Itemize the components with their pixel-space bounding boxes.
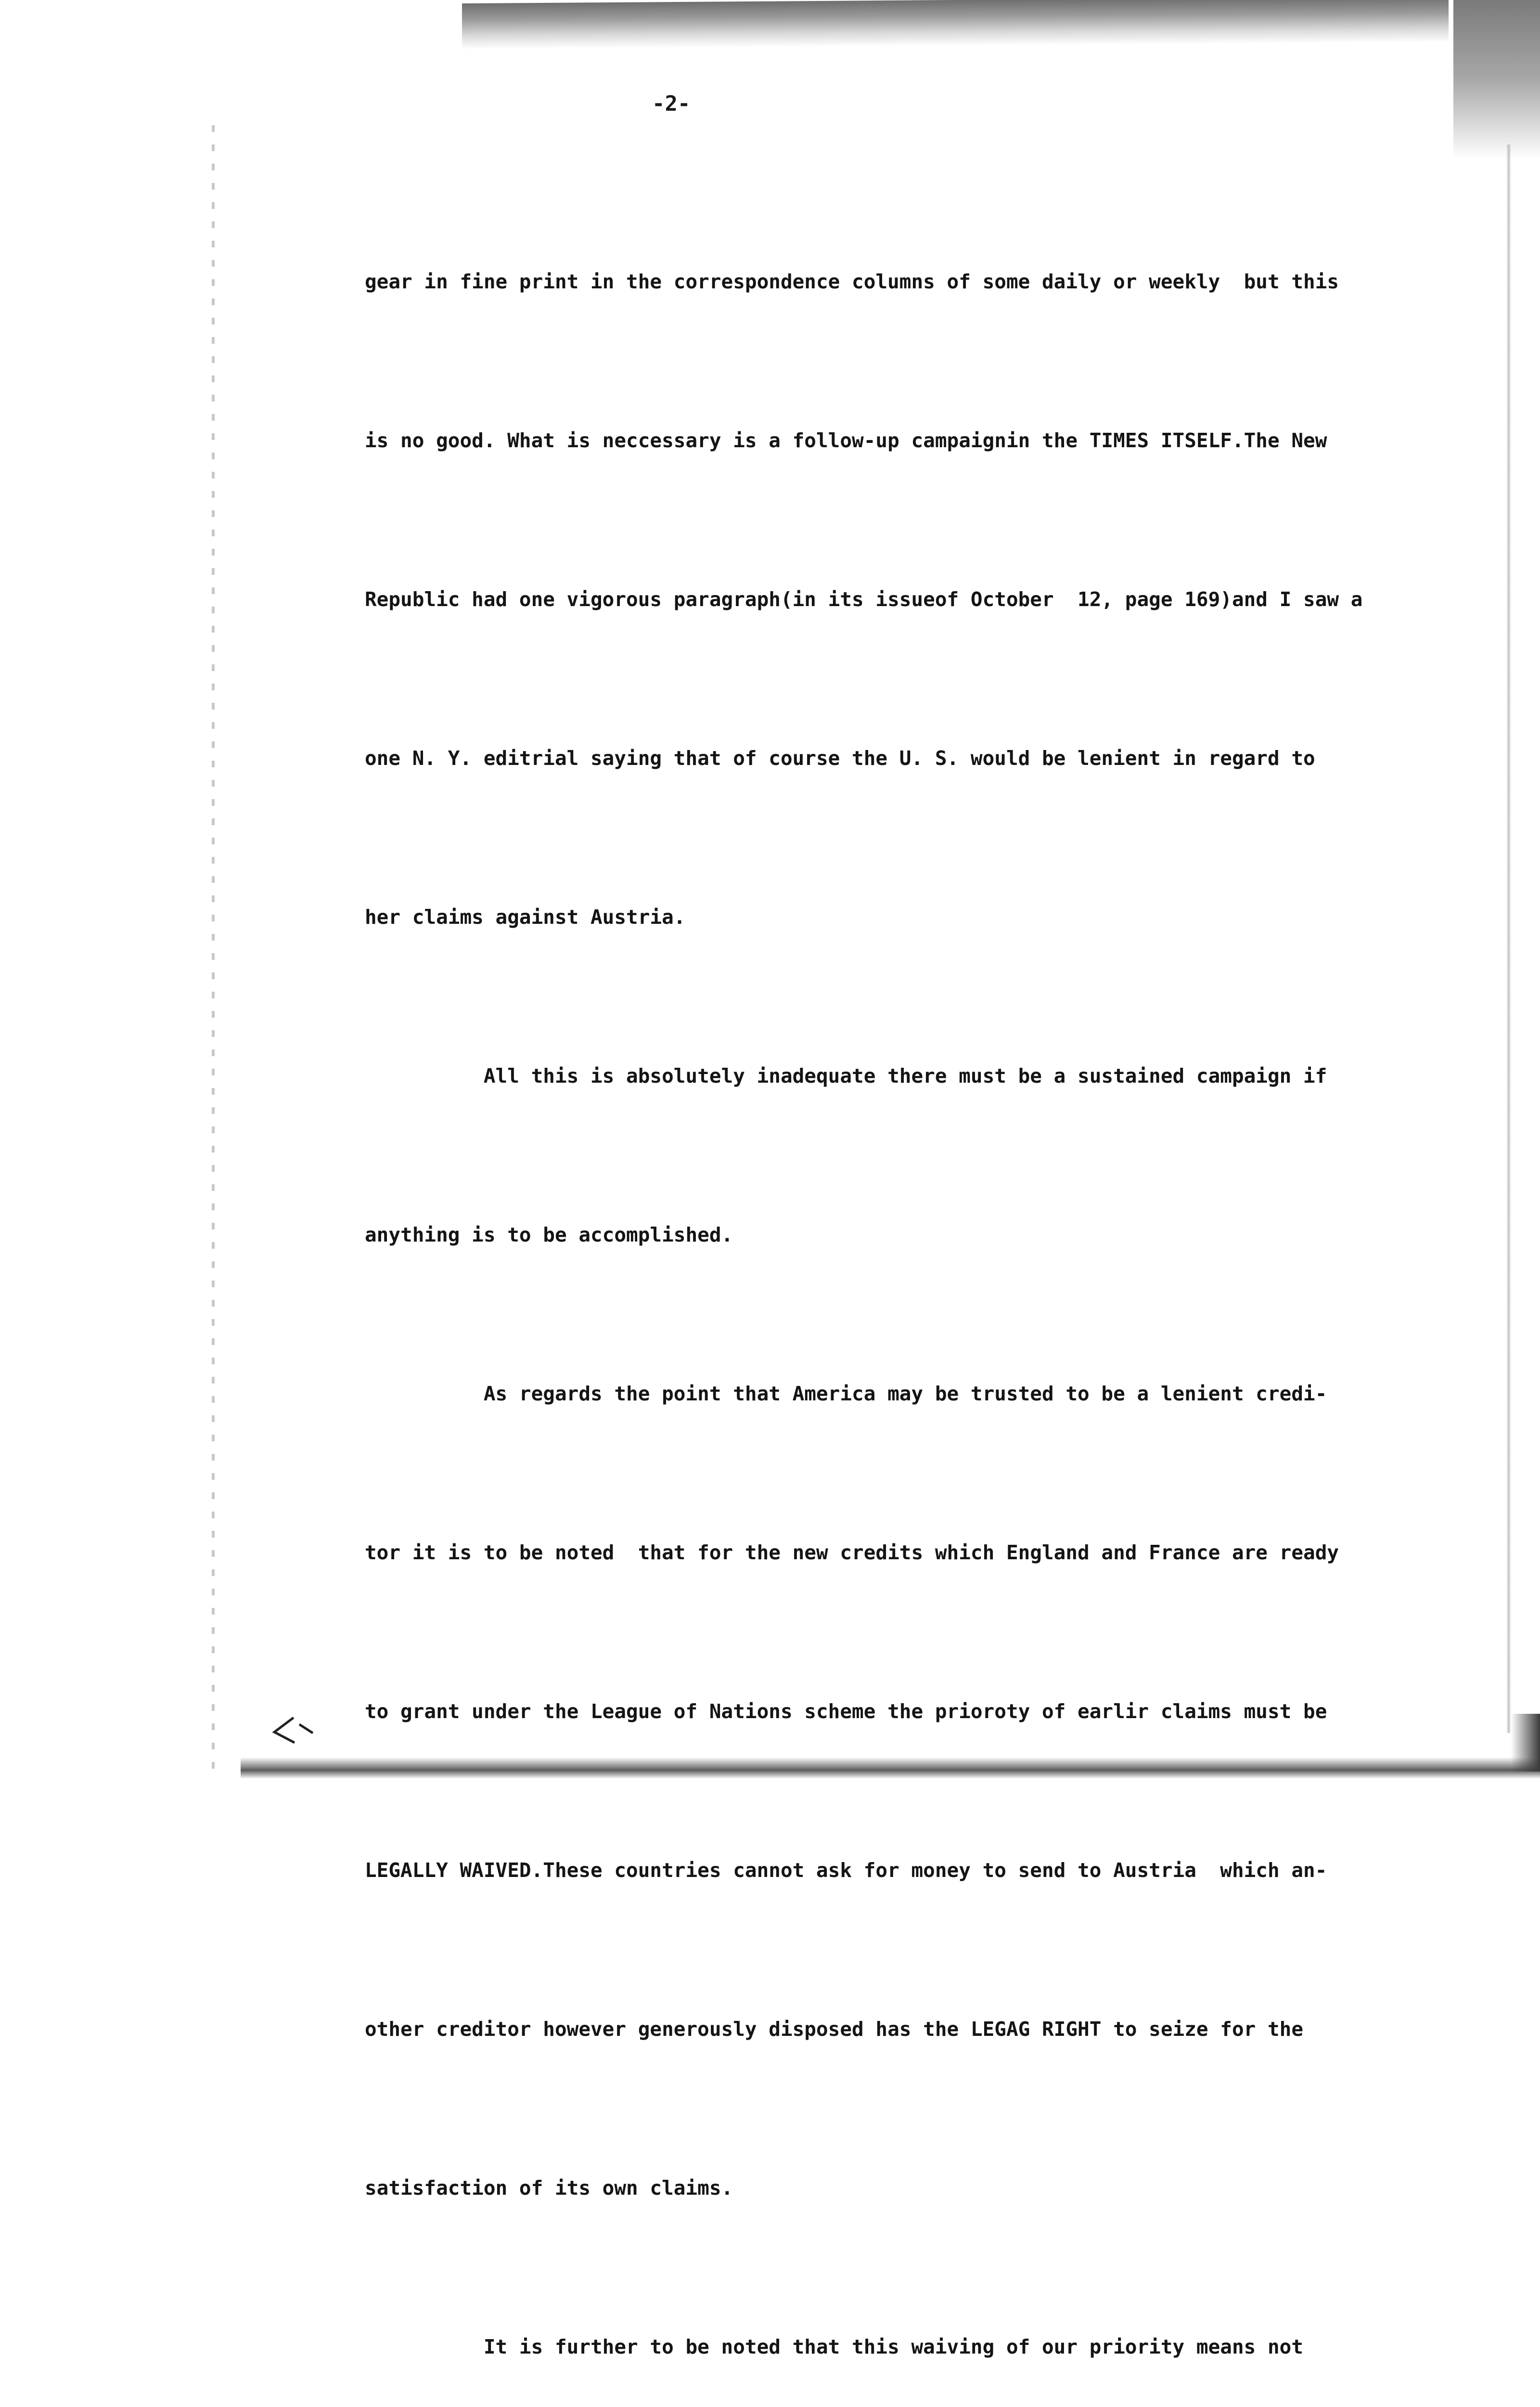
page-number: -2- (652, 91, 691, 116)
text-line: gear in fine print in the correspondence columns of some daily or weekly but this (365, 270, 1339, 293)
corner-scribble-icon (262, 2113, 325, 2147)
text-line: is no good. What is neccessary is a follow-up campaignin the TIMES ITSELF.The New (365, 429, 1327, 452)
scan-edge-right (1506, 144, 1511, 1733)
text-line: one N. Y. editrial saying that of course the U. S. would be lenient in regard to (365, 747, 1315, 770)
text-line: her claims against Austria. (365, 906, 686, 929)
text-line: LEGALLY WAIVED.These countries cannot ask for money to send to Austria which an- (365, 1859, 1327, 1882)
letter-body (365, 149, 1448, 2407)
scan-edge-top (462, 0, 1449, 49)
corner-scribble-icon (265, 1714, 322, 1747)
scan-edge-left (212, 125, 215, 1772)
scan-edge-bottom-right (1511, 1714, 1540, 1772)
scan-edge-top-right (1453, 0, 1540, 159)
text-line: tor it is to be noted that for the new credits which England and France are ready (365, 1541, 1339, 1564)
text-line: It is further to be noted that this waiving of our priority means not (365, 2335, 1304, 2358)
text-line: All this is absolutely inadequate there must be a sustained campaign if (365, 1064, 1327, 1087)
text-line: other creditor however generously disposed has the LEGAG RIGHT to seize for the (365, 2018, 1304, 2041)
text-line: anything is to be accomplished. (365, 1223, 733, 1246)
text-line: satisfaction of its own claims. (365, 2176, 733, 2200)
text-line: to grant under the League of Nations scheme the prioroty of earlir claims must be (365, 1700, 1327, 1723)
text-line: As regards the point that America may be trusted to be a lenient credi- (365, 1382, 1327, 1405)
text-line: Republic had one vigorous paragraph(in its issueof October 12, page 169)and I saw a (365, 588, 1363, 611)
